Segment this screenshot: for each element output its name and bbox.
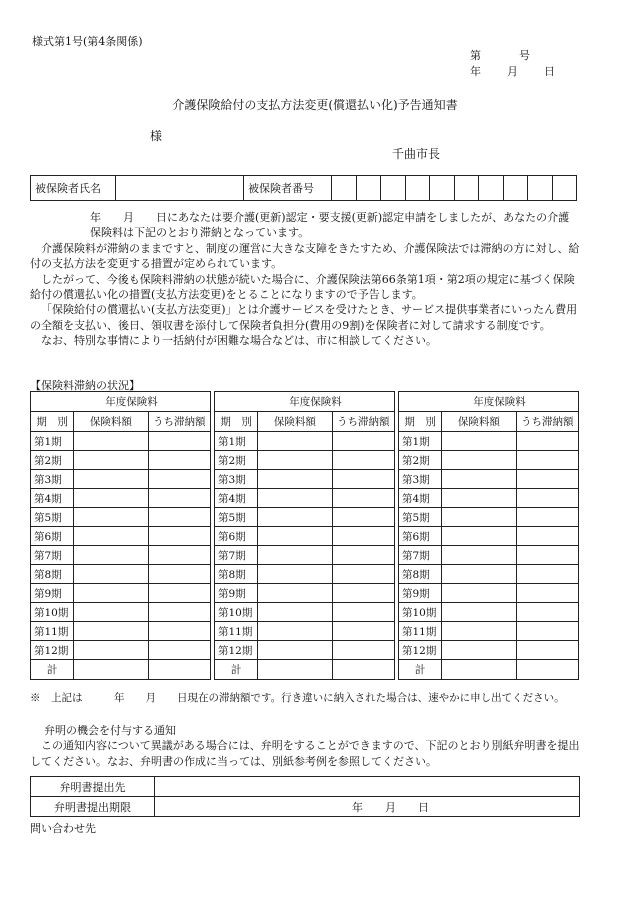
- submission-deadline-label: 弁明書提出期限: [31, 797, 155, 817]
- amount-cell[interactable]: [74, 527, 148, 546]
- amount-cell[interactable]: [74, 603, 148, 622]
- period-label: 第7期: [31, 546, 74, 565]
- period-label: 第3期: [215, 470, 258, 489]
- period-label: 第4期: [31, 489, 74, 508]
- overdue-cell[interactable]: [148, 527, 211, 546]
- sender-name: 千曲市長: [392, 147, 441, 161]
- overdue-column-header: うち滞納額: [148, 412, 211, 432]
- month-label: 月: [507, 65, 518, 78]
- period-column-header: 期 別: [215, 412, 258, 432]
- overdue-cell[interactable]: [516, 508, 579, 527]
- table-row: [399, 641, 579, 660]
- table-row: [399, 451, 579, 470]
- table-row: [31, 470, 211, 489]
- table-row: [215, 584, 395, 603]
- overdue-cell[interactable]: [516, 584, 579, 603]
- overdue-cell[interactable]: [332, 470, 395, 489]
- table-row: [215, 432, 395, 451]
- notice-body: [30, 210, 580, 349]
- table-row: [215, 451, 395, 470]
- opportunity-paragraph: この通知内容について異議がある場合には、弁明をすることができますので、下記のとおり別紙弁明書を提出してください。なお、弁明書の作成に当っては、別紙参考例を参照してください。: [30, 739, 580, 768]
- amount-cell[interactable]: [74, 622, 148, 641]
- insured-number-digit[interactable]: [552, 176, 577, 201]
- insured-info-table: [30, 175, 577, 201]
- period-label: 第2期: [399, 451, 442, 470]
- overdue-cell[interactable]: [516, 432, 579, 451]
- total-overdue-cell[interactable]: [332, 660, 395, 680]
- table-row: [31, 641, 211, 660]
- overdue-cell[interactable]: [516, 603, 579, 622]
- overdue-cell[interactable]: [148, 508, 211, 527]
- overdue-cell[interactable]: [148, 546, 211, 565]
- amount-cell[interactable]: [74, 508, 148, 527]
- amount-cell[interactable]: [258, 527, 332, 546]
- overdue-cell[interactable]: [332, 603, 395, 622]
- amount-cell[interactable]: [74, 432, 148, 451]
- insured-number-label: 被保険者番号: [244, 176, 332, 201]
- period-label: 第12期: [215, 641, 258, 660]
- table-row: [215, 641, 395, 660]
- overdue-cell[interactable]: [332, 622, 395, 641]
- body-paragraph: なお、特別な事情により一括納付が困難な場合などは、市に相談してください。: [41, 334, 437, 348]
- insured-number-digit[interactable]: [332, 176, 357, 201]
- form-number: 様式第1号(第4条関係): [32, 35, 143, 48]
- amount-cell[interactable]: [258, 584, 332, 603]
- table-row: [31, 489, 211, 508]
- amount-cell[interactable]: [258, 622, 332, 641]
- fiscal-year-header: 年度保険料: [31, 392, 211, 412]
- amount-cell[interactable]: [74, 489, 148, 508]
- overdue-cell[interactable]: [148, 565, 211, 584]
- insured-number-digit[interactable]: [356, 176, 381, 201]
- table-row: [215, 470, 395, 489]
- amount-cell[interactable]: [258, 470, 332, 489]
- insured-number-digit[interactable]: [381, 176, 406, 201]
- table-row: [399, 603, 579, 622]
- arrears-section-title: 【保険料滞納の状況】: [30, 379, 140, 392]
- insured-number-digit[interactable]: [528, 176, 553, 201]
- amount-cell[interactable]: [74, 641, 148, 660]
- amount-cell[interactable]: [74, 451, 148, 470]
- overdue-cell[interactable]: [516, 565, 579, 584]
- period-label: 第9期: [399, 584, 442, 603]
- amount-column-header: 保険料額: [258, 412, 332, 432]
- period-label: 第5期: [31, 508, 74, 527]
- amount-cell[interactable]: [442, 489, 516, 508]
- period-label: 第6期: [31, 527, 74, 546]
- period-label: 第4期: [215, 489, 258, 508]
- fiscal-year-header: 年度保険料: [215, 392, 395, 412]
- total-row: [31, 660, 211, 680]
- overdue-cell[interactable]: [332, 546, 395, 565]
- overdue-cell[interactable]: [516, 546, 579, 565]
- amount-cell[interactable]: [258, 641, 332, 660]
- amount-column-header: 保険料額: [442, 412, 516, 432]
- overdue-cell[interactable]: [332, 432, 395, 451]
- period-label: 第11期: [399, 622, 442, 641]
- period-label: 第10期: [399, 603, 442, 622]
- amount-cell[interactable]: [258, 565, 332, 584]
- amount-cell[interactable]: [258, 603, 332, 622]
- overdue-cell[interactable]: [148, 622, 211, 641]
- table-row: [399, 546, 579, 565]
- amount-cell[interactable]: [442, 508, 516, 527]
- period-column-header: 期 別: [31, 412, 74, 432]
- table-row: [399, 489, 579, 508]
- overdue-cell[interactable]: [332, 565, 395, 584]
- overdue-cell[interactable]: [516, 489, 579, 508]
- arrears-note: ※ 上記は 年 月 日現在の滞納額です。行き違いに納入された場合は、速やかに申し出てください。: [30, 692, 565, 704]
- total-amount-cell[interactable]: [258, 660, 332, 680]
- period-label: 第4期: [399, 489, 442, 508]
- table-row: [31, 546, 211, 565]
- amount-cell[interactable]: [442, 527, 516, 546]
- amount-cell[interactable]: [74, 565, 148, 584]
- overdue-cell[interactable]: [148, 470, 211, 489]
- amount-cell[interactable]: [258, 508, 332, 527]
- total-overdue-cell[interactable]: [148, 660, 211, 680]
- overdue-column-header: うち滞納額: [332, 412, 395, 432]
- period-label: 第6期: [399, 527, 442, 546]
- insured-number-digit[interactable]: [454, 176, 479, 201]
- overdue-cell[interactable]: [332, 508, 395, 527]
- total-amount-cell[interactable]: [442, 660, 516, 680]
- total-row: [399, 660, 579, 680]
- period-label: 第9期: [31, 584, 74, 603]
- number-label: 第: [470, 49, 481, 62]
- overdue-cell[interactable]: [332, 527, 395, 546]
- period-label: 第8期: [215, 565, 258, 584]
- table-row: [31, 432, 211, 451]
- body-paragraph: 「保険給付の償還払い(支払方法変更)」とは介護サービスを受けたとき、サービス提供事業者にいったん費用の全額を支払い、後日、領収書を添付して保険者負担分(費用の9割)を保険者に対して請求する制度です。: [30, 303, 578, 332]
- amount-cell[interactable]: [442, 432, 516, 451]
- total-amount-cell[interactable]: [74, 660, 148, 680]
- amount-cell[interactable]: [442, 622, 516, 641]
- opportunity-body: [30, 738, 582, 769]
- amount-cell[interactable]: [74, 584, 148, 603]
- total-label: 計: [215, 660, 258, 680]
- amount-cell[interactable]: [74, 470, 148, 489]
- overdue-cell[interactable]: [148, 641, 211, 660]
- amount-cell[interactable]: [442, 470, 516, 489]
- period-label: 第10期: [215, 603, 258, 622]
- table-row: [215, 527, 395, 546]
- table-row: [215, 489, 395, 508]
- period-label: 第11期: [215, 622, 258, 641]
- table-row: [31, 603, 211, 622]
- table-row: [31, 527, 211, 546]
- period-label: 第8期: [31, 565, 74, 584]
- total-overdue-cell[interactable]: [516, 660, 579, 680]
- overdue-cell[interactable]: [148, 451, 211, 470]
- year-label: 年: [470, 65, 481, 78]
- period-label: 第12期: [399, 641, 442, 660]
- amount-cell[interactable]: [442, 641, 516, 660]
- overdue-cell[interactable]: [332, 584, 395, 603]
- addressee-suffix: 様: [150, 129, 163, 143]
- table-row: [399, 622, 579, 641]
- overdue-cell[interactable]: [516, 641, 579, 660]
- period-label: 第5期: [399, 508, 442, 527]
- overdue-cell[interactable]: [148, 584, 211, 603]
- submission-destination-field[interactable]: [155, 777, 580, 797]
- overdue-cell[interactable]: [516, 470, 579, 489]
- period-label: 第5期: [215, 508, 258, 527]
- table-row: [399, 432, 579, 451]
- total-row: [215, 660, 395, 680]
- period-label: 第3期: [399, 470, 442, 489]
- table-row: [31, 622, 211, 641]
- arrears-table: [398, 391, 579, 680]
- period-label: 第2期: [215, 451, 258, 470]
- insured-number-digit[interactable]: [405, 176, 430, 201]
- table-row: [215, 546, 395, 565]
- period-label: 第9期: [215, 584, 258, 603]
- insured-number-digit[interactable]: [430, 176, 455, 201]
- insured-number-digit[interactable]: [479, 176, 504, 201]
- period-label: 第12期: [31, 641, 74, 660]
- table-row: [215, 508, 395, 527]
- amount-cell[interactable]: [258, 432, 332, 451]
- total-label: 計: [399, 660, 442, 680]
- period-label: 第7期: [215, 546, 258, 565]
- period-label: 第7期: [399, 546, 442, 565]
- table-row: [215, 622, 395, 641]
- period-label: 第10期: [31, 603, 74, 622]
- document-title: 介護保険給付の支払方法変更(償還払い化)予告通知書: [172, 98, 458, 112]
- table-row: [31, 508, 211, 527]
- period-label: 第1期: [399, 432, 442, 451]
- table-row: [31, 584, 211, 603]
- amount-cell[interactable]: [258, 451, 332, 470]
- overdue-cell[interactable]: [516, 451, 579, 470]
- table-row: [31, 451, 211, 470]
- document-number-date: [470, 48, 555, 80]
- period-label: 第11期: [31, 622, 74, 641]
- amount-cell[interactable]: [442, 546, 516, 565]
- body-paragraph: 年 月 日にあなたは要介護(更新)認定・要支援(更新)認定申請をしましたが、あなたの介護保険料は下記のとおり滞納となっています。: [90, 211, 570, 240]
- period-label: 第1期: [215, 432, 258, 451]
- overdue-column-header: うち滞納額: [516, 412, 579, 432]
- insured-name-field[interactable]: [116, 176, 244, 201]
- total-label: 計: [31, 660, 74, 680]
- table-row: [215, 565, 395, 584]
- insured-number-digit[interactable]: [503, 176, 528, 201]
- submission-destination-label: 弁明書提出先: [31, 777, 155, 797]
- amount-cell[interactable]: [258, 546, 332, 565]
- overdue-cell[interactable]: [148, 603, 211, 622]
- overdue-cell[interactable]: [148, 489, 211, 508]
- opportunity-title: 弁明の機会を付与する通知: [44, 724, 176, 737]
- day-label: 日: [544, 65, 555, 78]
- period-label: 第8期: [399, 565, 442, 584]
- table-row: [399, 527, 579, 546]
- table-row: [215, 603, 395, 622]
- table-row: [399, 584, 579, 603]
- overdue-cell[interactable]: [332, 641, 395, 660]
- amount-cell[interactable]: [442, 584, 516, 603]
- amount-cell[interactable]: [442, 603, 516, 622]
- period-label: 第3期: [31, 470, 74, 489]
- overdue-cell[interactable]: [516, 622, 579, 641]
- submission-deadline-value[interactable]: 年 月 日: [155, 797, 580, 817]
- arrears-table: [30, 391, 211, 680]
- arrears-table: [214, 391, 395, 680]
- amount-cell[interactable]: [258, 489, 332, 508]
- table-row: [399, 470, 579, 489]
- overdue-cell[interactable]: [148, 432, 211, 451]
- period-label: 第2期: [31, 451, 74, 470]
- period-label: 第1期: [31, 432, 74, 451]
- insured-name-label: 被保険者氏名: [31, 176, 116, 201]
- overdue-cell[interactable]: [332, 451, 395, 470]
- number-suffix: 号: [519, 49, 530, 62]
- period-column-header: 期 別: [399, 412, 442, 432]
- amount-column-header: 保険料額: [74, 412, 148, 432]
- amount-cell[interactable]: [442, 565, 516, 584]
- table-row: [399, 508, 579, 527]
- overdue-cell[interactable]: [516, 527, 579, 546]
- table-row: [399, 565, 579, 584]
- contact-label: 問い合わせ先: [30, 822, 96, 835]
- amount-cell[interactable]: [74, 546, 148, 565]
- table-row: [31, 565, 211, 584]
- submission-table: [30, 776, 580, 817]
- body-paragraph: 介護保険料が滞納のままですと、制度の運営に大きな支障をきたすため、介護保険法では滞納の方に対し、給付の支払方法を変更する措置が定められています。: [30, 241, 580, 271]
- fiscal-year-header: 年度保険料: [399, 392, 579, 412]
- amount-cell[interactable]: [442, 451, 516, 470]
- overdue-cell[interactable]: [332, 489, 395, 508]
- body-paragraph: したがって、今後も保険料滞納の状態が続いた場合に、介護保険法第66条第1項・第2項の規定に基づく保険給付の償還払い化の措置(支払方法変更)をとることになりますので予告します。: [30, 272, 575, 302]
- period-label: 第6期: [215, 527, 258, 546]
